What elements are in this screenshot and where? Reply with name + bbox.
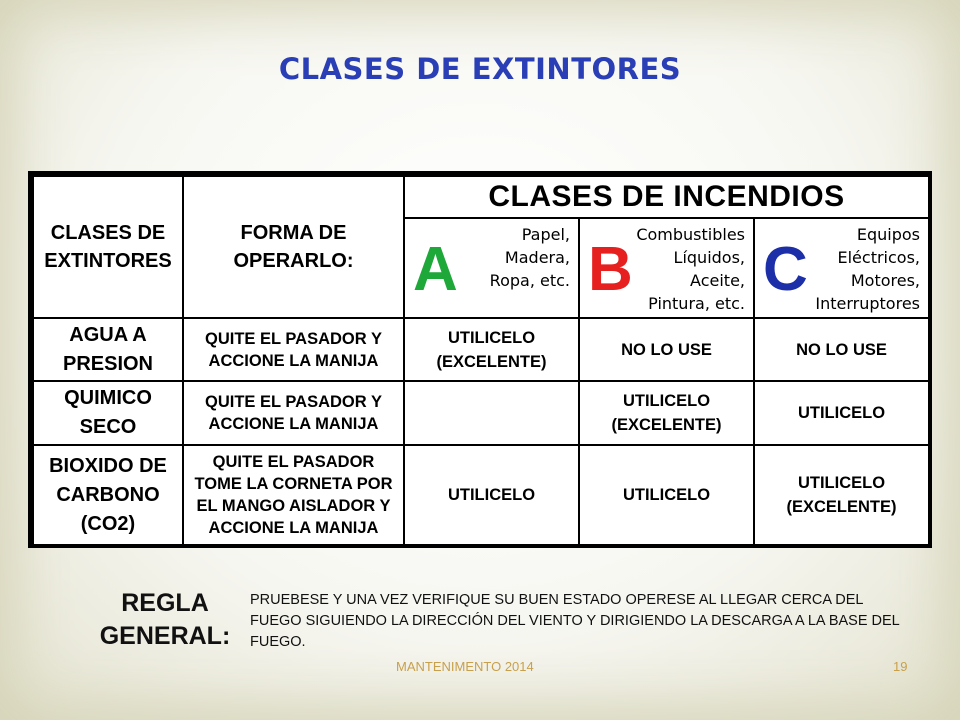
- page-number: 19: [893, 659, 908, 674]
- header-extintores: CLASES DE EXTINTORES: [33, 176, 183, 318]
- row-quimico-operar: QUITE EL PASADOR Y ACCIONE LA MANIJA: [183, 381, 404, 445]
- rule-label: REGLA GENERAL:: [99, 589, 231, 650]
- row-co2-label: BIOXIDO DE CARBONO (CO2): [33, 445, 183, 545]
- class-c-description: Equipos Eléctricos, Motores, Interruptores: [815, 225, 920, 313]
- row-agua-class-a: UTILICELO (EXCELENTE): [404, 318, 579, 381]
- row-co2-operar: QUITE EL PASADOR TOME LA CORNETA POR EL MANGO AISLADOR Y ACCIONE LA MANIJA: [183, 445, 404, 545]
- row-quimico-class-c: UTILICELO: [754, 381, 929, 445]
- class-c-cell: [754, 218, 929, 318]
- row-agua-label: AGUA A PRESION: [33, 318, 183, 381]
- row-quimico-class-a: [404, 381, 579, 445]
- class-a-cell: [404, 218, 579, 318]
- row-agua-operar: QUITE EL PASADOR Y ACCIONE LA MANIJA: [183, 318, 404, 381]
- header-incendios: CLASES DE INCENDIOS: [404, 176, 929, 218]
- header-operarlo: FORMA DE OPERARLO:: [183, 176, 404, 318]
- footer-text: MANTENIMENTO 2014: [396, 659, 534, 674]
- row-co2-class-a: UTILICELO: [404, 445, 579, 545]
- class-a-description: Papel, Madera, Ropa, etc.: [489, 225, 570, 290]
- row-quimico-class-b: UTILICELO (EXCELENTE): [579, 381, 754, 445]
- rule-text: PRUEBESE Y UNA VEZ VERIFIQUE SU BUEN ESTADO OPERESE AL LLEGAR CERCA DEL FUEGO SIGUIENDO LA DIRECCIÓN DEL VIENTO Y DIRIGIENDO LA DESCARGA A LA BASE DEL FUEGO.: [250, 592, 900, 650]
- row-agua-class-c: NO LO USE: [754, 318, 929, 381]
- class-b-letter: B: [588, 235, 633, 304]
- extinguisher-table: [28, 171, 932, 548]
- row-quimico-label: QUIMICO SECO: [33, 381, 183, 445]
- row-co2-class-b: UTILICELO: [579, 445, 754, 545]
- row-agua-class-b: NO LO USE: [579, 318, 754, 381]
- row-co2-class-c: UTILICELO (EXCELENTE): [754, 445, 929, 545]
- class-c-letter: C: [763, 235, 808, 304]
- class-a-letter: A: [413, 235, 458, 304]
- class-b-cell: [579, 218, 754, 318]
- slide-title: CLASES DE EXTINTORES: [278, 52, 682, 86]
- class-b-description: Combustibles Líquidos, Aceite, Pintura, etc.: [636, 225, 745, 313]
